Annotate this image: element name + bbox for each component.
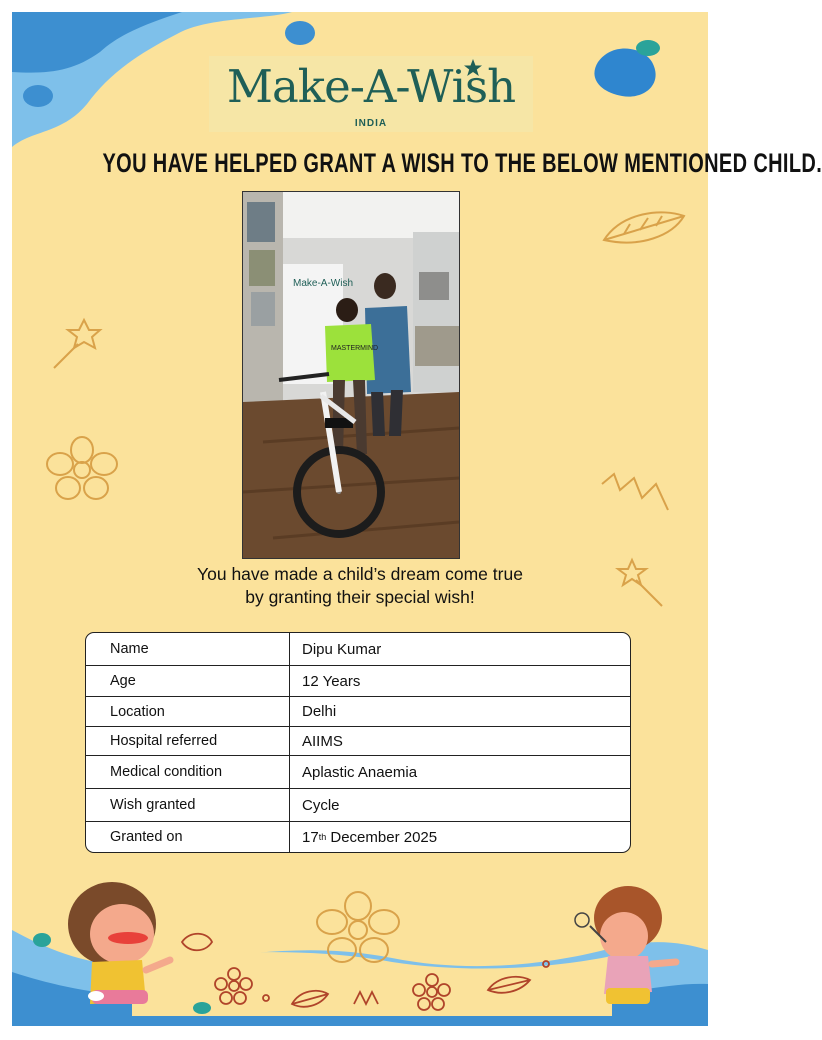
table-row (86, 789, 630, 822)
granted-day: 17 (302, 828, 319, 846)
blob-left (23, 85, 53, 107)
granted-day-suffix: th (318, 832, 327, 842)
headline: YOU HAVE HELPED GRANT A WISH TO THE BELOW MENTIONED CHILD. (102, 148, 822, 178)
table-row (86, 727, 630, 756)
poster-text: Make-A-Wish (293, 278, 354, 289)
tagline-line-1: You have made a child’s dream come true (197, 564, 523, 584)
row-label: Name (86, 633, 290, 665)
photo-illustration (243, 192, 459, 558)
table-row (86, 666, 630, 697)
logo-wordmark: Make-A-Wish (226, 60, 516, 113)
row-label: Medical condition (86, 756, 290, 788)
row-label: Wish granted (86, 789, 290, 821)
row-value: 12 Years (302, 672, 361, 690)
table-row (86, 756, 630, 789)
row-value: Aplastic Anaemia (302, 763, 418, 781)
row-value: Cycle (302, 796, 340, 814)
tshirt-text: MASTERMIND (331, 345, 379, 352)
flower-doodle-left (47, 437, 117, 499)
wand-doodle-left (54, 320, 100, 368)
logo-country: INDIA (354, 118, 388, 129)
make-a-wish-logo (209, 56, 533, 132)
row-value: AIIMS (302, 732, 343, 750)
certificate-card (12, 12, 822, 1026)
wish-details-table (85, 632, 631, 853)
row-label: Hospital referred (86, 727, 290, 755)
leaf-doodle-right (604, 212, 684, 242)
zigzag-doodle (602, 474, 668, 510)
row-label: Granted on (86, 822, 290, 852)
granted-month-year: December 2025 (326, 828, 438, 846)
tagline (12, 563, 708, 609)
row-label: Location (86, 697, 290, 726)
wish-photo (242, 191, 460, 559)
row-value: Dipu Kumar (302, 640, 382, 658)
blob-teal (636, 40, 660, 56)
tagline-line-2: by granting their special wish! (245, 587, 475, 607)
table-row (86, 697, 630, 727)
table-row (86, 822, 630, 852)
blob-bottom-left (33, 933, 51, 947)
row-label: Age (86, 666, 290, 696)
blob-top (285, 21, 315, 45)
table-row (86, 633, 630, 666)
blob-bottom (193, 1002, 211, 1014)
row-value: Delhi (302, 703, 337, 720)
row-value (290, 822, 630, 852)
